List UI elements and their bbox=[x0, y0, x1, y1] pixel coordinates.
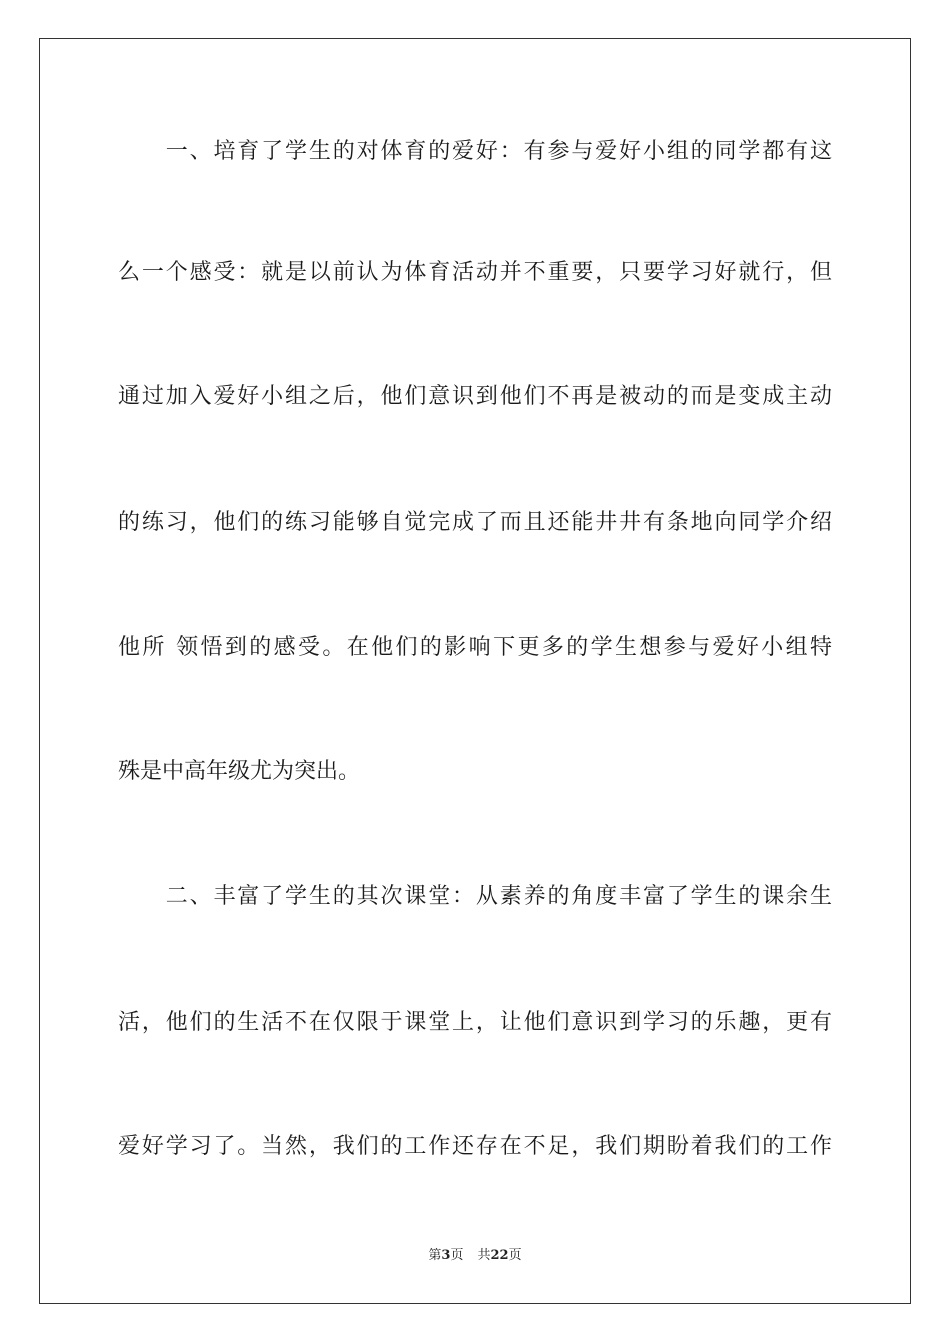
paragraph-line: 么一个感受：就是以前认为体育活动并不重要，只要学习好就行，但 bbox=[118, 260, 832, 285]
total-suffix: 页 bbox=[508, 1248, 522, 1263]
page-number: 3 bbox=[441, 1248, 451, 1263]
paragraph-line: 爱好学习了。当然，我们的工作还存在不足，我们期盼着我们的工作 bbox=[118, 1134, 832, 1159]
paragraph-line: 活，他们的生活不在仅限于课堂上，让他们意识到学习的乐趣，更有 bbox=[118, 1010, 832, 1035]
paragraph-line: 二、丰富了学生的其次课堂：从素养的角度丰富了学生的课余生 bbox=[118, 884, 832, 909]
paragraph-line: 殊是中高年级尤为突出。 bbox=[118, 759, 361, 784]
paragraph-line: 通过加入爱好小组之后，他们意识到他们不再是被动的而是变成主动 bbox=[118, 384, 832, 409]
paragraph-line: 一、培育了学生的对体育的爱好：有参与爱好小组的同学都有这 bbox=[118, 139, 832, 164]
page-border bbox=[39, 38, 911, 1304]
page-prefix: 第 bbox=[428, 1248, 442, 1263]
page-suffix: 页 bbox=[450, 1248, 464, 1263]
paragraph-line: 的练习，他们的练习能够自觉完成了而且还能井井有条地向同学介绍 bbox=[118, 510, 832, 535]
total-prefix: 共 bbox=[477, 1248, 491, 1263]
page-footer bbox=[0, 1247, 950, 1265]
paragraph-line: 他所 领悟到的感受。在他们的影响下更多的学生想参与爱好小组特 bbox=[118, 635, 832, 660]
total-pages: 22 bbox=[490, 1248, 509, 1263]
